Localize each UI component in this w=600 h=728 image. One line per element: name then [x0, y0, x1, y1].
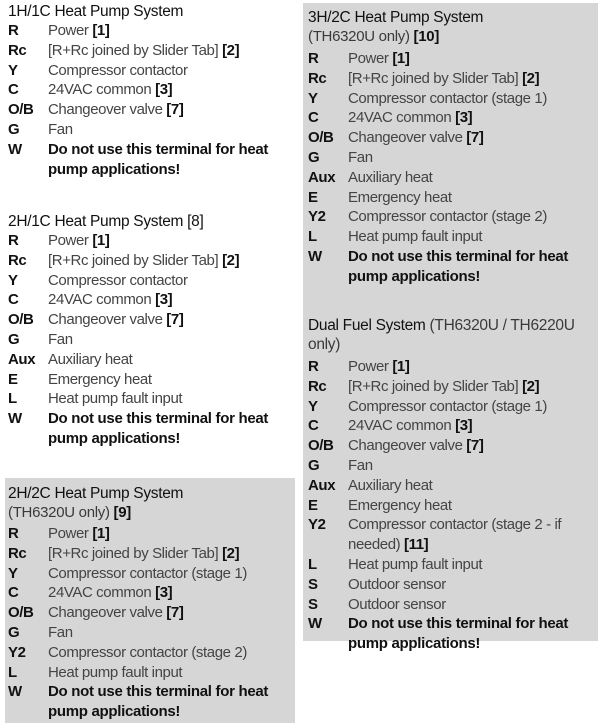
terminal-label: C: [8, 291, 19, 309]
terminal-description: [48, 350, 132, 370]
terminal-label: Rc: [8, 544, 27, 562]
terminal-label: C: [8, 81, 19, 99]
description-text: Auxiliary heat: [348, 476, 433, 494]
terminal-row: [8, 350, 298, 370]
terminal-row: [308, 207, 596, 227]
terminal-row: [8, 564, 295, 584]
terminal-description: [48, 544, 239, 564]
terminal-label: R: [8, 525, 19, 542]
terminal-description: [48, 682, 295, 722]
terminal-description: [48, 643, 247, 663]
terminal-row: [8, 682, 295, 722]
terminal-description: [48, 140, 298, 180]
terminal-row: [8, 544, 295, 564]
terminal-description: [348, 207, 547, 227]
terminal-list: [8, 231, 298, 449]
terminal-row: [308, 128, 596, 148]
description-text: 24VAC common: [48, 81, 152, 99]
terminal-row: [308, 227, 596, 247]
footnote-ref: [3]: [455, 109, 473, 127]
terminal-description: [348, 436, 483, 456]
terminal-label: G: [8, 120, 20, 138]
terminal-row: [8, 100, 298, 120]
terminal-row: [8, 310, 298, 330]
terminal-label: W: [8, 140, 22, 158]
terminal-description: [348, 49, 409, 69]
terminal-description: [48, 370, 152, 390]
terminal-label: Y: [308, 89, 318, 107]
terminal-description: [48, 623, 73, 643]
description-text: Heat pump fault input: [48, 390, 183, 408]
terminal-row: [308, 49, 596, 69]
terminal-label: O/B: [8, 101, 34, 119]
terminal-row: [8, 389, 298, 409]
terminal-description: [48, 524, 109, 544]
terminal-label: R: [8, 22, 19, 39]
terminal-description: [48, 310, 183, 330]
footnote-ref: [3]: [155, 584, 173, 602]
description-text: Compressor contactor (stage 1): [348, 397, 547, 415]
footnote-ref: [7]: [166, 311, 184, 329]
terminal-row: [8, 583, 295, 603]
description-text: Fan: [348, 148, 373, 166]
terminal-description: [48, 231, 109, 251]
terminal-row: [308, 69, 596, 89]
footnote-ref: [1]: [92, 22, 110, 39]
terminal-description: [348, 168, 432, 188]
section-title-suffix: (TH6320U / TH6220U only): [308, 317, 575, 353]
description-text: Heat pump fault input: [348, 228, 483, 246]
terminal-row: [308, 416, 598, 436]
terminal-row: [308, 476, 598, 496]
footnote-ref: [2]: [522, 69, 540, 87]
terminal-description: [348, 476, 432, 496]
terminal-row: [308, 108, 596, 128]
terminal-row: [308, 168, 596, 188]
description-text: Do not use this terminal for heat pump applications!: [348, 247, 569, 285]
description-text: Compressor contactor (stage 1): [48, 564, 247, 582]
description-text: Compressor contactor: [48, 271, 188, 289]
footnote-ref: [1]: [392, 358, 410, 375]
terminal-label: S: [308, 575, 318, 593]
description-text: Fan: [348, 456, 373, 474]
terminal-label: Rc: [8, 41, 27, 59]
terminal-description: [348, 614, 598, 654]
terminal-label: Y2: [308, 208, 326, 226]
terminal-description: [348, 377, 539, 397]
footnote-ref: [2]: [222, 251, 240, 269]
footnote-ref: [1]: [92, 232, 110, 249]
description-text: Changeover valve: [48, 101, 163, 119]
description-text: Changeover valve: [48, 311, 163, 329]
terminal-label: W: [8, 410, 22, 428]
terminal-description: [348, 357, 409, 377]
terminal-description: [48, 120, 73, 140]
terminal-row: [8, 251, 298, 271]
description-text: Power: [48, 232, 89, 249]
terminal-description: [48, 61, 188, 81]
terminal-label: E: [308, 496, 318, 514]
section-title-text: 2H/2C Heat Pump System: [8, 485, 184, 502]
terminal-row: [308, 397, 598, 417]
footnote-ref: [7]: [466, 437, 484, 455]
description-text: Outdoor sensor: [348, 595, 446, 613]
section-2h1c: [8, 212, 298, 449]
terminal-label: Y: [8, 271, 18, 289]
terminal-row: [308, 595, 598, 615]
terminal-description: [48, 251, 239, 271]
terminal-description: [48, 80, 172, 100]
terminal-description: [348, 188, 452, 208]
terminal-row: [308, 89, 596, 109]
description-text: Power: [348, 358, 389, 375]
terminal-row: [8, 120, 298, 140]
terminal-description: [348, 555, 482, 575]
terminal-label: R: [308, 358, 319, 375]
terminal-label: C: [308, 417, 319, 435]
terminal-row: [8, 21, 298, 41]
description-text: Outdoor sensor: [348, 575, 446, 593]
terminal-row: [8, 41, 298, 61]
terminal-row: [308, 614, 598, 654]
terminal-label: G: [8, 623, 20, 641]
description-text: [R+Rc joined by Slider Tab]: [348, 377, 519, 395]
subtitle-text: (TH6320U only): [308, 28, 410, 45]
footnote-ref: [3]: [455, 417, 473, 435]
terminal-label: Y: [8, 564, 18, 582]
terminal-label: O/B: [308, 437, 334, 455]
terminal-row: [8, 603, 295, 623]
terminal-description: [348, 108, 472, 128]
description-text: Changeover valve: [348, 437, 463, 455]
terminal-label: R: [308, 50, 319, 67]
section-2h2c: [5, 478, 295, 723]
terminal-description: [348, 128, 483, 148]
terminal-row: [308, 555, 598, 575]
terminal-label: E: [308, 188, 318, 206]
terminal-description: [48, 290, 172, 310]
terminal-description: [48, 41, 239, 61]
description-text: Fan: [48, 623, 73, 641]
terminal-list: [8, 21, 298, 179]
section-dual-fuel: [308, 316, 598, 654]
footnote-ref: [1]: [92, 525, 110, 542]
terminal-label: L: [308, 555, 317, 573]
terminal-row: [308, 456, 598, 476]
terminal-description: [48, 330, 73, 350]
terminal-row: [8, 61, 298, 81]
description-text: Auxiliary heat: [348, 168, 433, 186]
terminal-row: [8, 140, 298, 180]
section-title: 3H/2C Heat Pump System: [308, 9, 484, 26]
terminal-label: Y: [308, 397, 318, 415]
terminal-row: [308, 357, 598, 377]
description-text: Heat pump fault input: [48, 663, 183, 681]
terminal-label: O/B: [8, 604, 34, 622]
terminal-description: [48, 271, 188, 291]
terminal-description: [48, 409, 298, 449]
terminal-label: W: [308, 615, 322, 633]
description-text: Do not use this terminal for heat pump applications!: [48, 140, 269, 178]
terminal-label: G: [308, 456, 320, 474]
description-text: Do not use this terminal for heat pump applications!: [48, 683, 269, 721]
terminal-label: Rc: [8, 251, 27, 269]
section-3h2c: [308, 8, 596, 287]
subtitle-ref: [9]: [113, 504, 131, 521]
terminal-label: Aux: [308, 168, 336, 186]
right-panel: [303, 3, 598, 653]
section-subtitle: [308, 27, 596, 46]
description-text: Emergency heat: [48, 370, 152, 388]
footnote-ref: [2]: [522, 377, 540, 395]
description-text: Heat pump fault input: [348, 555, 483, 573]
terminal-label: L: [8, 390, 17, 408]
description-text: Changeover valve: [48, 604, 163, 622]
terminal-row: [308, 496, 598, 516]
description-text: Auxiliary heat: [48, 350, 133, 368]
description-text: Changeover valve: [348, 129, 463, 147]
description-text: 24VAC common: [348, 417, 452, 435]
terminal-description: [348, 89, 547, 109]
section-title: [308, 316, 598, 354]
description-text: Compressor contactor (stage 2): [348, 208, 547, 226]
subtitle-text: (TH6320U only): [8, 504, 110, 521]
description-text: 24VAC common: [348, 109, 452, 127]
terminal-description: [48, 21, 109, 41]
footnote-ref: [3]: [155, 291, 173, 309]
terminal-label: W: [8, 683, 22, 701]
terminal-label: L: [8, 663, 17, 681]
terminal-description: [348, 148, 373, 168]
footnote-ref: [2]: [222, 41, 240, 59]
terminal-description: [348, 247, 596, 287]
section-title: 1H/1C Heat Pump System: [8, 3, 184, 20]
description-text: Emergency heat: [348, 188, 452, 206]
terminal-description: [348, 595, 446, 615]
section-subtitle: [8, 503, 295, 522]
terminal-row: [308, 247, 596, 287]
description-text: Power: [48, 22, 89, 39]
terminal-row: [308, 148, 596, 168]
terminal-description: [348, 515, 598, 555]
description-text: Compressor contactor (stage 2 - if needed): [348, 516, 562, 554]
terminal-label: L: [308, 228, 317, 246]
description-text: [R+Rc joined by Slider Tab]: [348, 69, 519, 87]
terminal-row: [8, 663, 295, 683]
terminal-row: [8, 409, 298, 449]
terminal-row: [308, 188, 596, 208]
terminal-description: [348, 575, 446, 595]
terminal-row: [8, 524, 295, 544]
terminal-label: S: [308, 595, 318, 613]
terminal-description: [48, 603, 183, 623]
description-text: Compressor contactor: [48, 61, 188, 79]
terminal-row: [8, 231, 298, 251]
terminal-description: [48, 583, 172, 603]
terminal-label: Rc: [308, 377, 327, 395]
terminal-row: [308, 575, 598, 595]
terminal-label: R: [8, 232, 19, 249]
terminal-row: [308, 436, 598, 456]
terminal-label: E: [8, 370, 18, 388]
terminal-label: Y: [8, 61, 18, 79]
terminal-list: [308, 49, 596, 287]
footnote-ref: [7]: [166, 604, 184, 622]
terminal-description: [48, 663, 182, 683]
description-text: Power: [348, 50, 389, 67]
terminal-label: G: [308, 148, 320, 166]
terminal-label: G: [8, 330, 20, 348]
terminal-description: [348, 456, 373, 476]
footnote-ref: [11]: [404, 536, 429, 554]
section-title: [8, 484, 295, 503]
description-text: Emergency heat: [348, 496, 452, 514]
section-title: 2H/1C Heat Pump System [8]: [8, 213, 204, 230]
section-title-text: Dual Fuel System: [308, 317, 426, 334]
terminal-label: Rc: [308, 69, 327, 87]
footnote-ref: [7]: [166, 101, 184, 119]
terminal-row: [8, 290, 298, 310]
description-text: Compressor contactor (stage 1): [348, 89, 547, 107]
description-text: Do not use this terminal for heat pump applications!: [348, 615, 569, 653]
terminal-row: [8, 370, 298, 390]
terminal-row: [8, 643, 295, 663]
terminal-list: [308, 357, 598, 654]
description-text: [R+Rc joined by Slider Tab]: [48, 251, 219, 269]
terminal-label: C: [8, 584, 19, 602]
terminal-label: Aux: [308, 476, 336, 494]
description-text: Fan: [48, 120, 73, 138]
description-text: [R+Rc joined by Slider Tab]: [48, 544, 219, 562]
terminal-description: [48, 564, 247, 584]
terminal-row: [308, 515, 598, 555]
terminal-label: W: [308, 247, 322, 265]
terminal-list: [8, 524, 295, 722]
subtitle-ref: [10]: [413, 28, 440, 45]
terminal-label: Y2: [8, 643, 26, 661]
footnote-ref: [7]: [466, 129, 484, 147]
terminal-description: [348, 69, 539, 89]
terminal-label: C: [308, 109, 319, 127]
description-text: Fan: [48, 330, 73, 348]
terminal-description: [48, 100, 183, 120]
description-text: Do not use this terminal for heat pump applications!: [48, 410, 269, 447]
description-text: Compressor contactor (stage 2): [48, 643, 247, 661]
terminal-label: O/B: [308, 129, 334, 147]
terminal-description: [348, 227, 482, 247]
terminal-description: [48, 389, 182, 409]
terminal-row: [8, 80, 298, 100]
terminal-row: [8, 271, 298, 291]
terminal-description: [348, 416, 472, 436]
section-1h1c: [8, 2, 298, 179]
footnote-ref: [1]: [392, 50, 410, 67]
terminal-description: [348, 397, 547, 417]
terminal-label: Aux: [8, 350, 36, 368]
footnote-ref: [2]: [222, 544, 240, 562]
description-text: 24VAC common: [48, 291, 152, 309]
footnote-ref: [3]: [155, 81, 173, 99]
terminal-row: [308, 377, 598, 397]
description-text: 24VAC common: [48, 584, 152, 602]
terminal-description: [348, 496, 452, 516]
terminal-label: O/B: [8, 311, 34, 329]
terminal-row: [8, 623, 295, 643]
description-text: Power: [48, 525, 89, 542]
terminal-row: [8, 330, 298, 350]
terminal-label: Y2: [308, 516, 326, 534]
description-text: [R+Rc joined by Slider Tab]: [48, 41, 219, 59]
